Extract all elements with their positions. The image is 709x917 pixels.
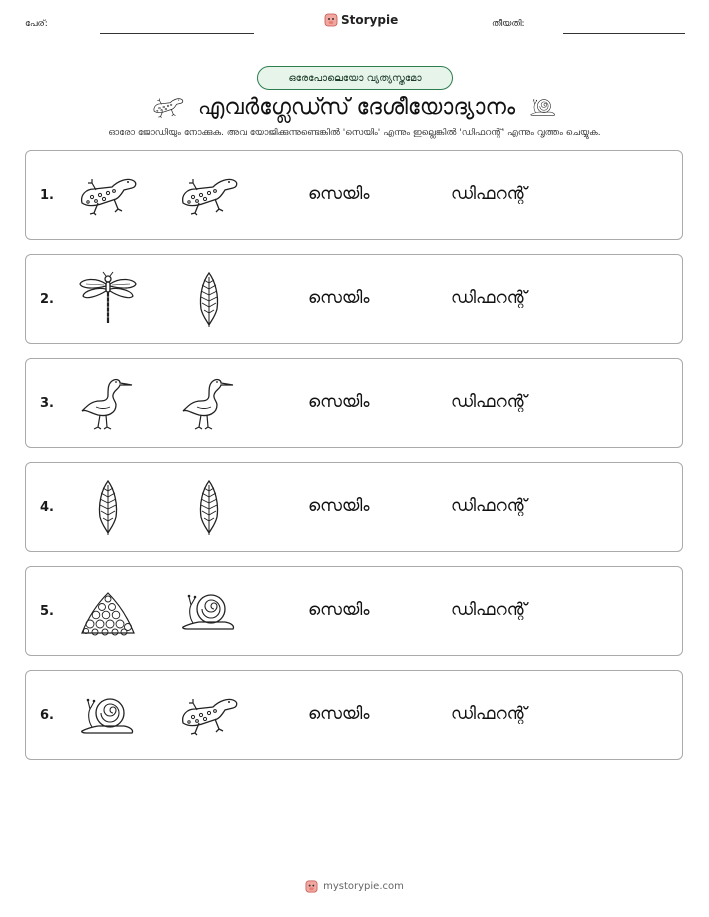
option-different[interactable]: ഡിഫറന്റ്	[451, 600, 527, 620]
leaf-icon	[78, 479, 138, 535]
lizard-icon	[78, 167, 138, 223]
instructions: ഓരോ ജോഡിയും നോക്കുക. അവ യോജിക്കുന്നുണ്ടെങ്കിൽ 'സെയിം' എന്നും ഇല്ലെങ്കിൽ 'ഡിഫറന്റ്' എന്നും വൃത്തം ചെയ്യുക.	[108, 128, 601, 138]
question-row-4	[25, 462, 683, 552]
option-same[interactable]: സെയിം	[308, 392, 370, 412]
leaf-icon	[179, 271, 239, 327]
name-line[interactable]	[100, 33, 254, 34]
question-row-3	[25, 358, 683, 448]
question-number: 3.	[40, 396, 54, 411]
option-same[interactable]: സെയിം	[308, 600, 370, 620]
lizard-icon	[152, 95, 184, 119]
option-different[interactable]: ഡിഫറന്റ്	[451, 496, 527, 516]
question-number: 2.	[40, 292, 54, 307]
option-same[interactable]: സെയിം	[308, 704, 370, 724]
lizard-icon	[179, 687, 239, 743]
pig-logo-icon	[324, 13, 338, 27]
dragonfly-icon	[78, 271, 138, 327]
brand-logo	[324, 13, 398, 27]
snail-icon	[529, 96, 557, 118]
question-number: 1.	[40, 188, 54, 203]
option-different[interactable]: ഡിഫറന്റ്	[451, 704, 527, 724]
option-same[interactable]: സെയിം	[308, 496, 370, 516]
worksheet-type-badge: ഒരേപോലെയോ വ്യത്യസ്തമോ	[257, 66, 453, 90]
question-row-1	[25, 150, 683, 240]
snail-icon	[179, 583, 239, 639]
name-label: പേര്:	[25, 19, 48, 29]
title-row	[0, 92, 709, 122]
question-row-6	[25, 670, 683, 760]
date-line[interactable]	[563, 33, 685, 34]
snail-icon	[78, 687, 138, 743]
leaf-icon	[179, 479, 239, 535]
option-different[interactable]: ഡിഫറന്റ്	[451, 392, 527, 412]
date-label: തീയതി:	[492, 19, 525, 29]
question-number: 4.	[40, 500, 54, 515]
footer-url[interactable]: mystorypie.com	[323, 881, 404, 892]
question-number: 6.	[40, 708, 54, 723]
question-row-5	[25, 566, 683, 656]
pig-logo-icon	[305, 880, 318, 893]
heron-icon	[179, 375, 239, 431]
option-same[interactable]: സെയിം	[308, 288, 370, 308]
footer	[0, 880, 709, 893]
lizard-icon	[179, 167, 239, 223]
option-same[interactable]: സെയിം	[308, 184, 370, 204]
question-number: 5.	[40, 604, 54, 619]
shell-pile-icon	[78, 583, 138, 639]
option-different[interactable]: ഡിഫറന്റ്	[451, 288, 527, 308]
option-different[interactable]: ഡിഫറന്റ്	[451, 184, 527, 204]
page-title: എവർഗ്ലേഡ്സ് ദേശീയോദ്യാനം	[197, 94, 516, 120]
brand-name: Storypie	[341, 13, 399, 27]
question-row-2	[25, 254, 683, 344]
heron-icon	[78, 375, 138, 431]
